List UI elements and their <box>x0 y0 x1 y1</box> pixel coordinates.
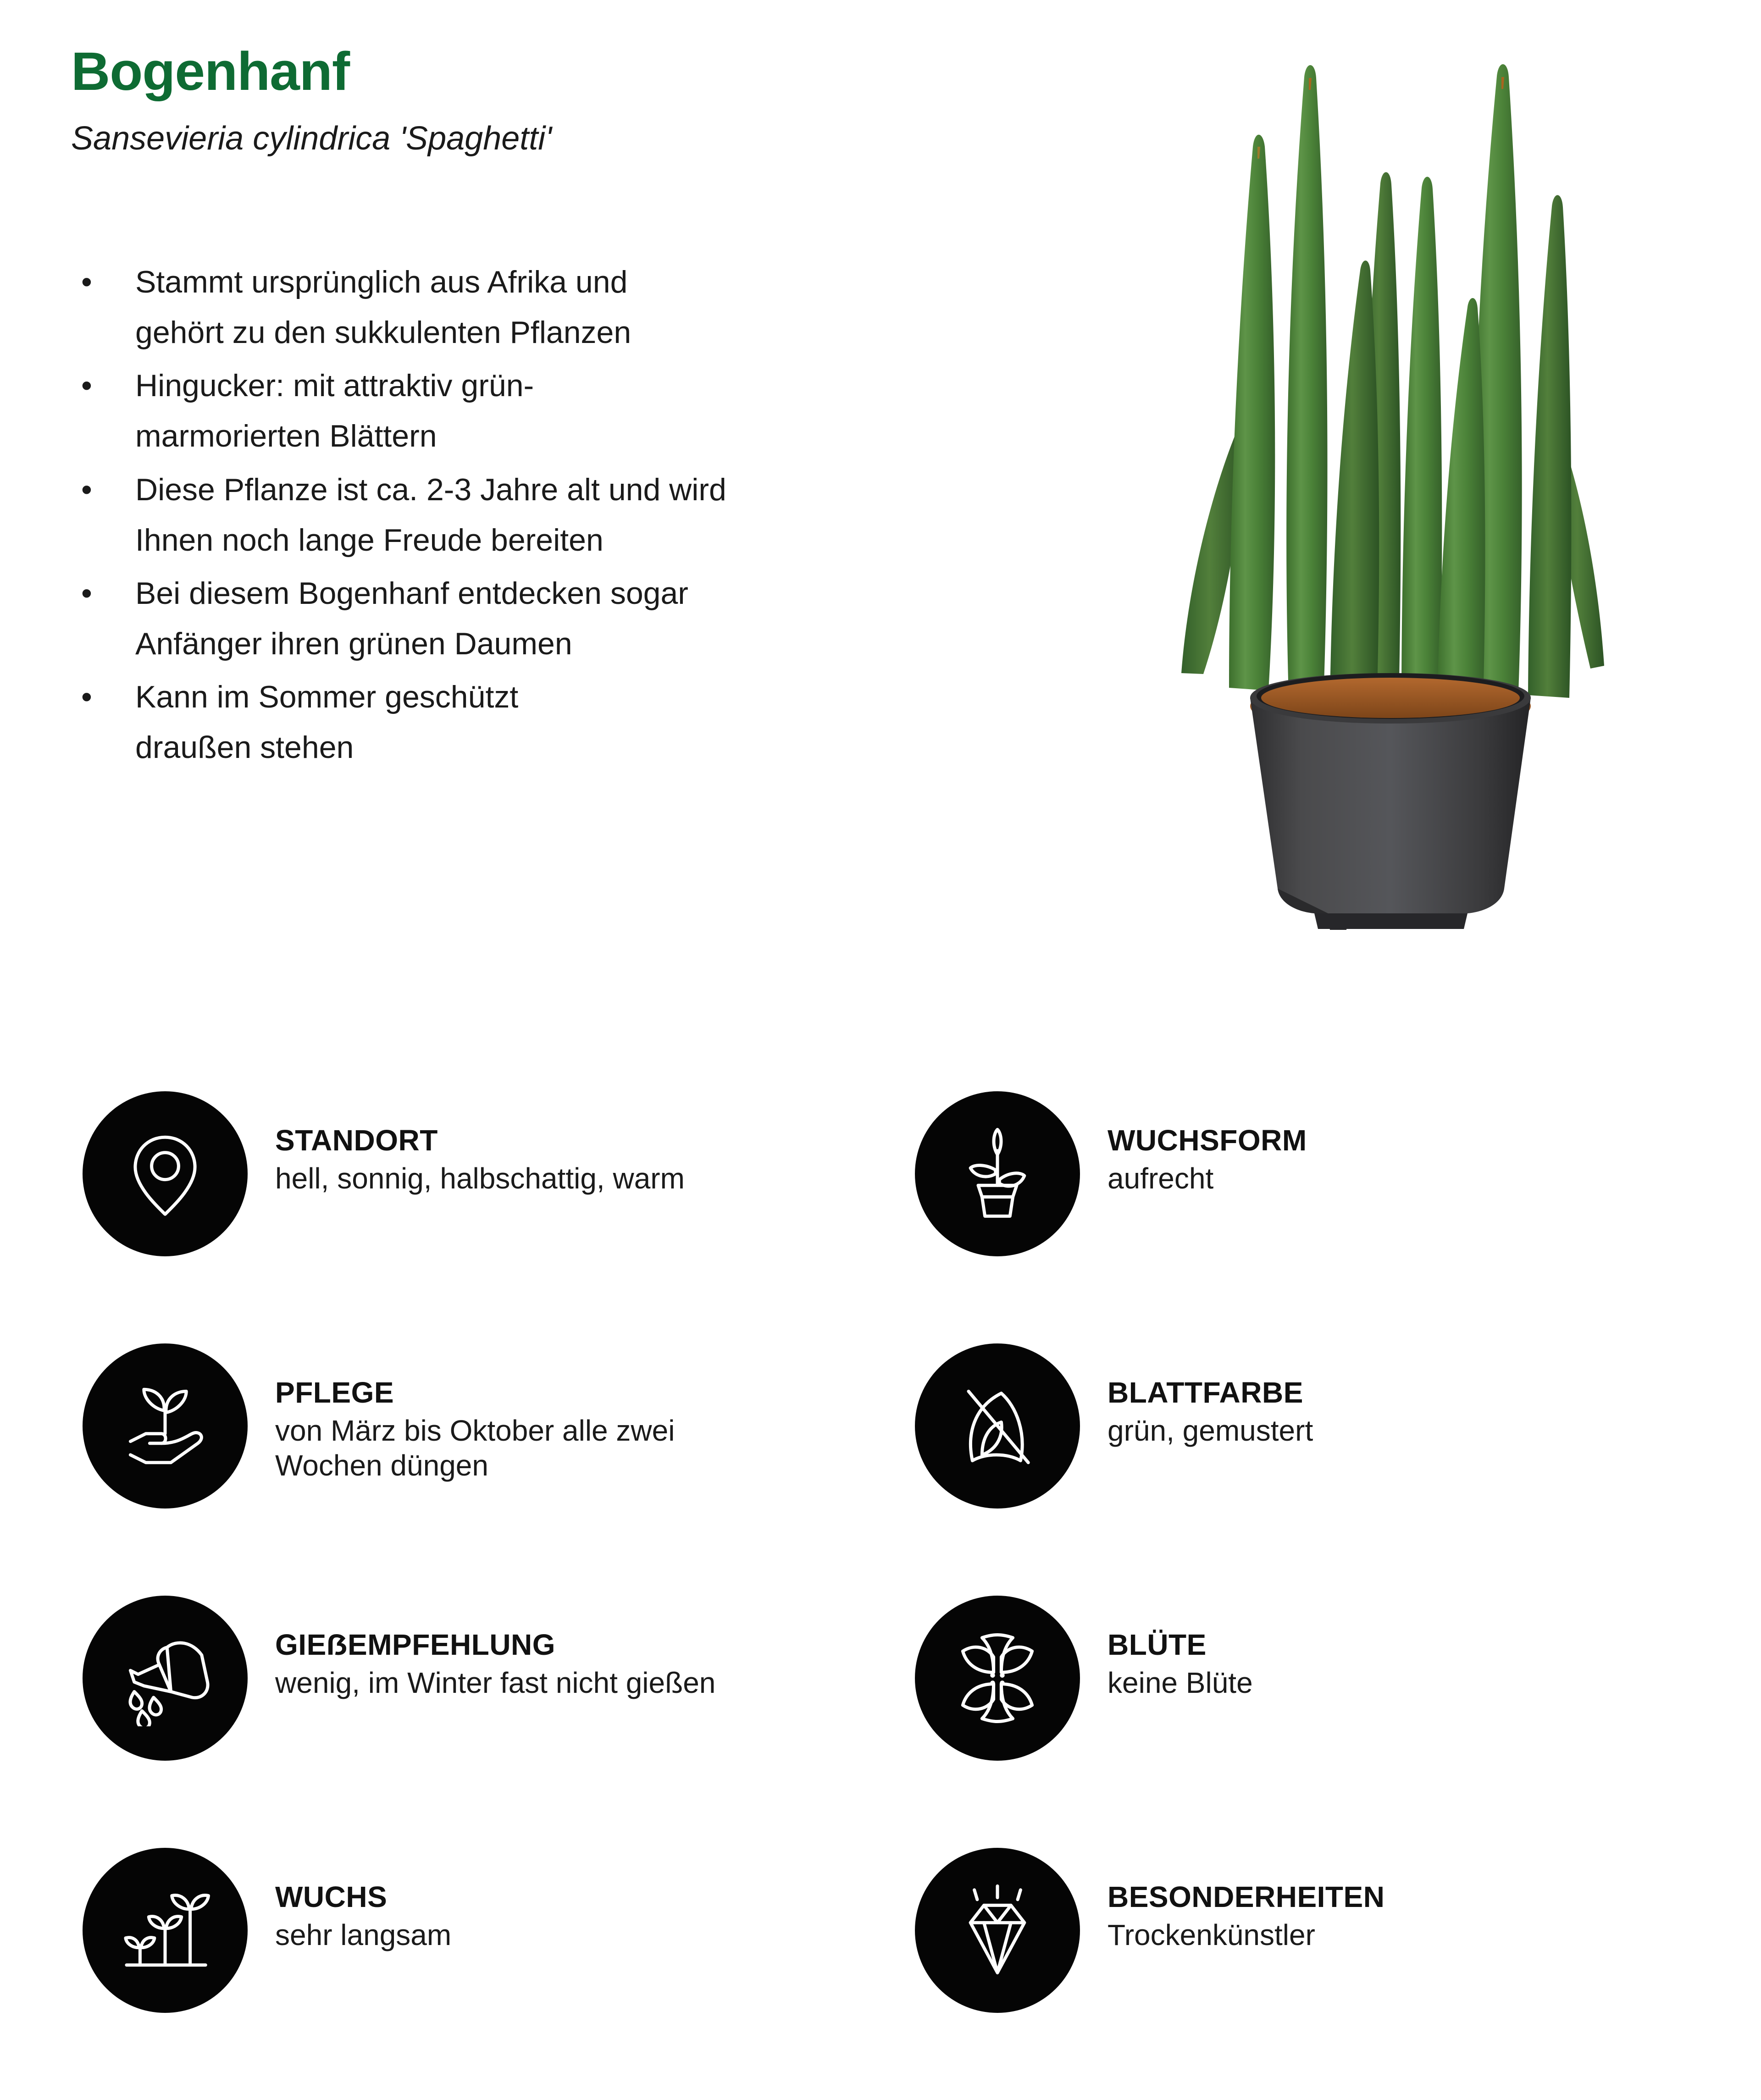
plant-care-spec-grid <box>0 1091 1761 2100</box>
spec-label: BESONDERHEITEN <box>1108 1880 1385 1913</box>
bullet-line: gehört zu den sukkulenten Pflanzen <box>135 315 631 350</box>
spec-value <box>1108 1918 1695 1953</box>
spec-value <box>275 1665 890 1701</box>
spec-value-line: von März bis Oktober alle zwei <box>275 1414 675 1447</box>
spec-text <box>248 1596 890 1700</box>
spec-value <box>1108 1161 1695 1196</box>
spec-item-pflege <box>83 1343 890 1509</box>
list-item <box>71 464 942 565</box>
hand-sprout-icon <box>83 1343 248 1509</box>
spec-value-line: grün, gemustert <box>1108 1414 1313 1447</box>
spec-value-line: wenig, im Winter fast nicht gießen <box>275 1666 716 1699</box>
spec-value-line: Wochen düngen <box>275 1449 488 1482</box>
leaf-brush-icon <box>915 1343 1080 1509</box>
spec-value <box>275 1161 890 1196</box>
list-item <box>71 568 942 669</box>
spec-label: BLÜTE <box>1108 1628 1207 1661</box>
spec-label: GIEẞEMPFEHLUNG <box>275 1628 556 1661</box>
bullet-line: Kann im Sommer geschützt <box>135 680 519 715</box>
spec-text <box>248 1848 890 1952</box>
spec-item-standort <box>83 1091 890 1256</box>
bullet-line: draußen stehen <box>135 730 354 765</box>
spec-item-wuchs <box>83 1848 890 2013</box>
growth-stages-icon <box>83 1848 248 2013</box>
bullet-marker-icon: • <box>81 575 92 611</box>
spec-value <box>275 1413 890 1484</box>
plant-photo <box>1091 32 1688 977</box>
diamond-icon <box>915 1848 1080 2013</box>
bullet-marker-icon: • <box>81 265 92 299</box>
botanical-name: Sansevieria cylindrica 'Spaghetti' <box>71 120 552 157</box>
spec-label: BLATTFARBE <box>1108 1376 1303 1409</box>
page-title: Bogenhanf <box>71 41 350 102</box>
spec-label: STANDORT <box>275 1124 438 1157</box>
spec-row <box>0 1848 1761 2100</box>
spec-text <box>1080 1343 1695 1448</box>
spec-text <box>1080 1091 1695 1196</box>
bullet-line: Ihnen noch lange Freude bereiten <box>135 522 604 558</box>
spec-value-line: hell, sonnig, halbschattig, warm <box>275 1161 685 1195</box>
list-item <box>71 672 942 773</box>
spec-item-giessempfehlung <box>83 1596 890 1761</box>
spec-value-line: sehr langsam <box>275 1918 452 1951</box>
flower-icon <box>915 1596 1080 1761</box>
spec-value <box>1108 1665 1695 1701</box>
spec-text <box>1080 1596 1695 1700</box>
spec-row <box>0 1343 1761 1596</box>
spec-label: PFLEGE <box>275 1376 394 1409</box>
spec-row <box>0 1596 1761 1848</box>
spec-row <box>0 1091 1761 1343</box>
spec-item-bluete <box>915 1596 1695 1761</box>
spec-item-besonderheiten <box>915 1848 1695 2013</box>
list-item <box>71 257 942 358</box>
spec-value <box>275 1918 890 1953</box>
location-pin-icon <box>83 1091 248 1256</box>
bullet-marker-icon: • <box>81 368 92 403</box>
spec-value-line: keine Blüte <box>1108 1666 1253 1699</box>
spec-label: WUCHSFORM <box>1108 1124 1307 1157</box>
bullet-line: Diese Pflanze ist ca. 2-3 Jahre alt und wird <box>135 472 726 507</box>
feature-bullet-list <box>71 257 942 776</box>
potted-plant-icon <box>915 1091 1080 1256</box>
plant-intro <box>71 41 897 157</box>
spec-text <box>248 1343 890 1483</box>
bullet-line: marmorierten Blättern <box>135 419 437 454</box>
spec-text <box>248 1091 890 1196</box>
spec-value-line: Trockenkünstler <box>1108 1918 1315 1951</box>
bullet-line: Anfänger ihren grünen Daumen <box>135 626 572 662</box>
spec-value <box>1108 1413 1695 1448</box>
bullet-line: Stammt ursprünglich aus Afrika und <box>135 265 628 299</box>
bullet-marker-icon: • <box>81 680 92 715</box>
spec-label: WUCHS <box>275 1880 388 1913</box>
bullet-line: Bei diesem Bogenhanf entdecken sogar <box>135 575 688 611</box>
spec-text <box>1080 1848 1695 1952</box>
bullet-line: Hingucker: mit attraktiv grün- <box>135 368 534 403</box>
bullet-marker-icon: • <box>81 472 92 507</box>
watering-can-icon <box>83 1596 248 1761</box>
spec-item-wuchsform <box>915 1091 1695 1256</box>
list-item <box>71 360 942 461</box>
spec-item-blattfarbe <box>915 1343 1695 1509</box>
spec-value-line: aufrecht <box>1108 1161 1214 1195</box>
